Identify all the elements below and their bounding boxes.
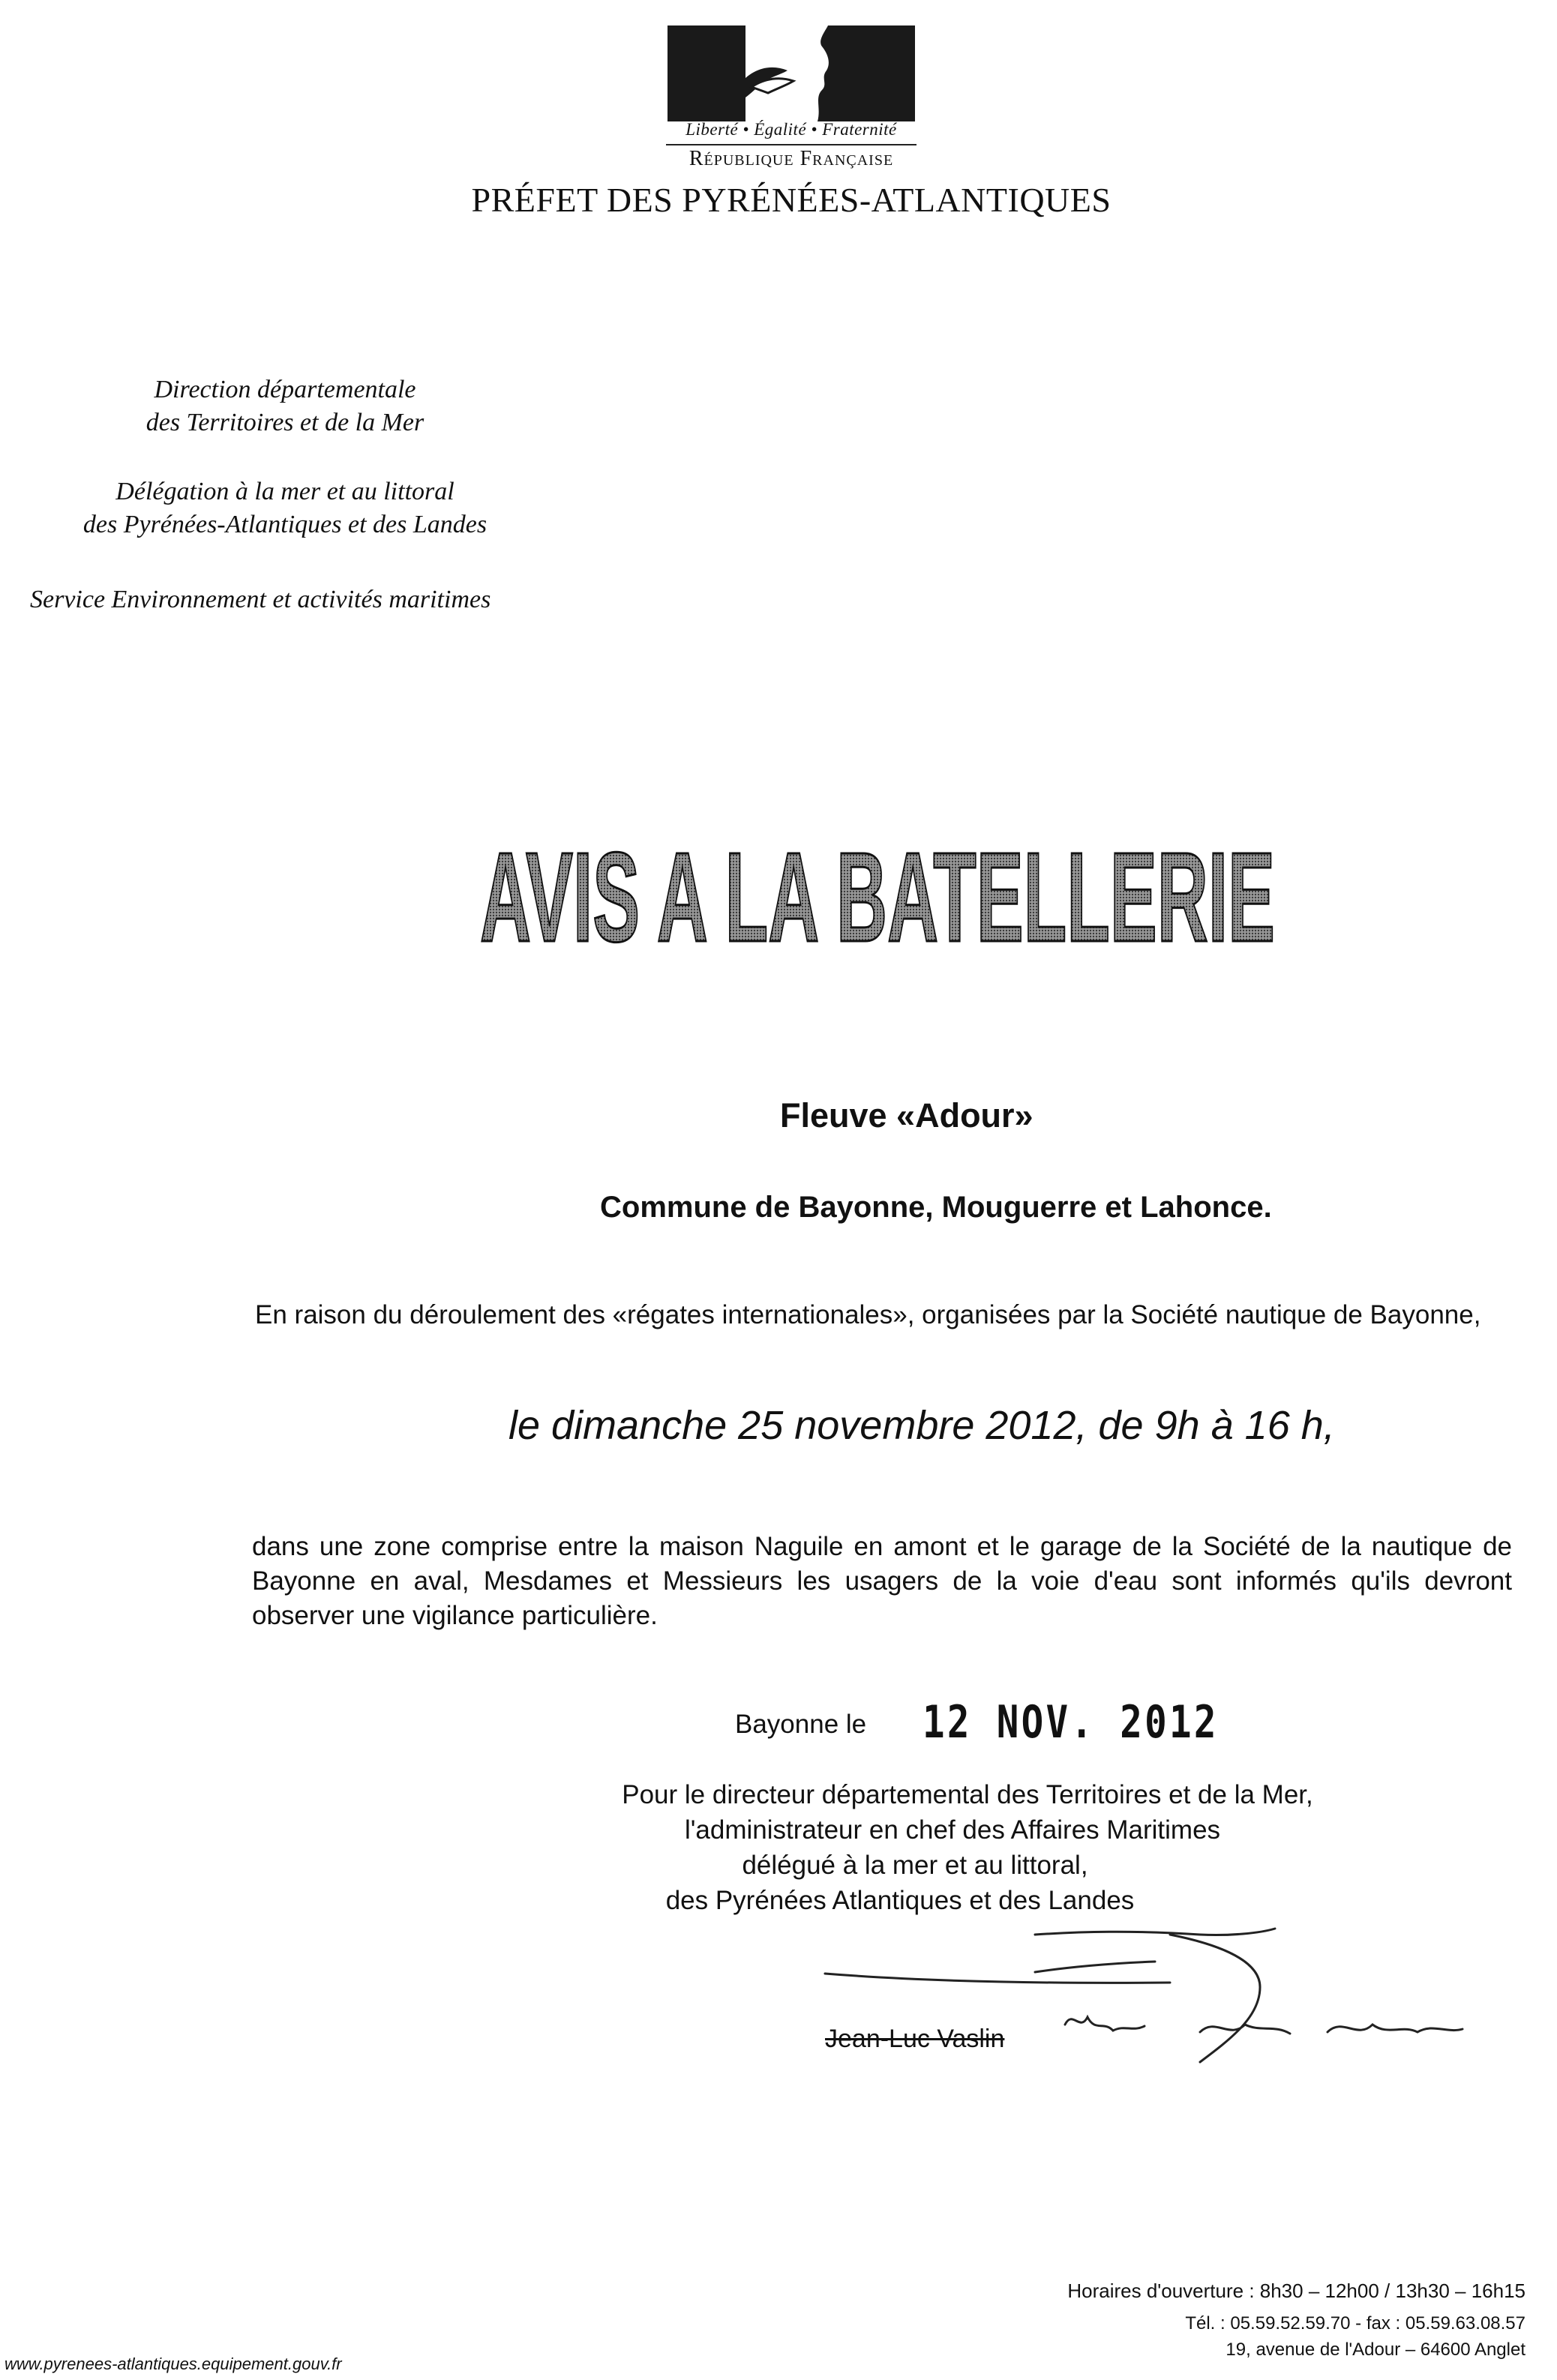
notice-title-text: AVIS A LA BATELLERIE [480,826,1275,969]
republic-motto: Liberté • Égalité • Fraternité [686,120,897,139]
address: 19, avenue de l'Adour – 64600 Anglet [1226,2340,1526,2360]
service-dml [45,475,525,541]
republique-francaise-label: République Française [688,147,894,170]
signatory-title-line3: délégué à la mer et au littoral, [742,1851,1088,1880]
event-date: le dimanche 25 novembre 2012, de 9h à 16 h, [508,1403,1335,1448]
place-label: Bayonne le [735,1710,867,1739]
service-ddtm-line2: des Territoires et de la Mer [146,409,424,436]
zone-paragraph: dans une zone comprise entre la maison Naguile en amont et le garage de la Société de la nautique de Bayonne en aval, Mesdames et Messieurs les usagers de la voie d'eau sont informés qu'ils devront observer une vigilance particulière. [252,1532,1512,1630]
service-ddtm [90,373,480,439]
signatory-title-line2: l'administrateur en chef des Affaires Maritimes [684,1815,1221,1845]
opening-hours: Horaires d'ouverture : 8h30 – 12h00 / 13h30 – 16h15 [1067,2280,1526,2302]
prefet-heading: PRÉFET DES PYRÉNÉES-ATLANTIQUES [471,181,1112,219]
intro-paragraph: En raison du déroulement des «régates internationales», organisées par la Société nautique de Bayonne, [255,1300,1481,1329]
motto-divider [666,144,916,145]
river-name: Fleuve «Adour» [780,1096,1034,1135]
marianne-logo-icon [668,25,915,121]
signatory-title-line4: des Pyrénées Atlantiques et des Landes [665,1886,1135,1915]
website-link[interactable]: www.pyrenees-atlantiques.equipement.gouv.fr [4,2355,342,2373]
service-ddtm-line1: Direction départementale [154,376,416,403]
notice-title [465,821,1290,971]
service-environnement: Service Environnement et activités maritimes [30,586,491,613]
phone-fax: Tél. : 05.59.52.59.70 - fax : 05.59.63.08.57 [1185,2313,1526,2334]
service-dml-line1: Délégation à la mer et au littoral [116,478,454,505]
date-stamp: 12 NOV. 2012 [922,1696,1219,1749]
communes-line: Commune de Bayonne, Mouguerre et Lahonce. [600,1191,1272,1224]
service-dml-line2: des Pyrénées-Atlantiques et des Landes [82,511,488,538]
handwritten-signature [810,1920,1530,2085]
signatory-title-line1: Pour le directeur départemental des Territoires et de la Mer, [622,1780,1313,1809]
signatory-name: Jean-Luc Vaslin [825,2025,1005,2053]
